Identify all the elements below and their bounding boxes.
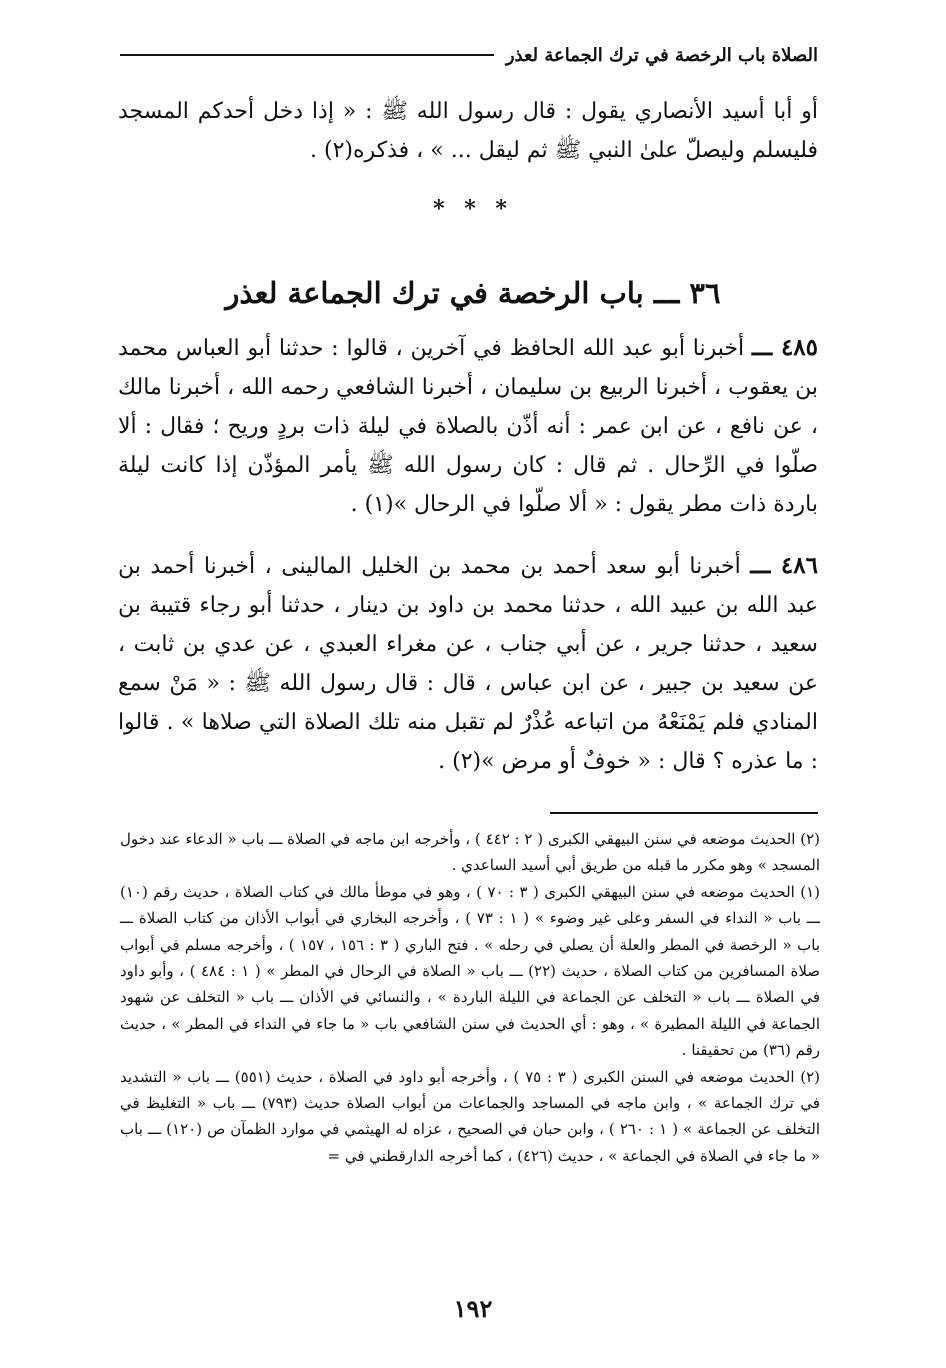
intro-paragraph: أو أبا أسيد الأنصاري يقول : قال رسول الله ﷺ : « إذا دخل أحدكم المسجد فليسلم وليصلّ علىٰ النبي ﷺ ثم ليقل ... » ، فذكره(٢) .: [118, 99, 818, 163]
hadith-486: [118, 546, 818, 781]
chapter-title: ٣٦ ـــ باب الرخصة في ترك الجماعة لعذر: [225, 276, 721, 310]
intro-paragraph-block: [118, 92, 818, 170]
section-separator: * * *: [433, 196, 513, 222]
hadith-text: أخبرنا أبو سعد أحمد بن محمد بن الخليل المالينى ، أخبرنا أحمد بن عبد الله بن عبيد الله ، حدثنا محمد بن داود بن دينار ، حدثنا أبو رجاء قتيبة بن سعيد ، حدثنا جرير ، عن أبي جناب ، عن مغراء العبدي ، عن عدي بن ثابت ، عن سعيد بن جبير ، عن ابن عباس ، قال : قال رسول الله ﷺ : « مَنْ سمع المنادي فلم يَمْنَعْهُ من اتباعه عُذْرٌ لم تقبل منه تلك الصلاة التي صلاها » . قالوا : ما عذره ؟ قال : « خوفٌ أو مرض »(٢) .: [118, 554, 818, 774]
running-title: الصلاة باب الرخصة في ترك الجماعة لعذر: [505, 44, 818, 66]
footnote: (١) الحديث موضعه في سنن البيهقي الكبرى ( ٣ : ٧٠ ) ، وهو في موطأ مالك في كتاب الصلاة ، حديث رقم (١٠) ـــ باب « النداء في السفر وعلى غير وضوء » ( ١ : ٧٣ ) ، وأخرجه البخاري في أبواب الأذان من كتاب الصلاة ـــ باب « الرخصة في المطر والعلة أن يصلي في رحله » . فتح الباري ( ٣ : ١٥٦ ، ١٥٧ ) ، وأخرجه مسلم في أبواب صلاة المسافرين من كتاب الصلاة ، حديث (٢٢) ـــ باب « الصلاة في الرحال في المطر » ( ١ : ٤٨٤ ) ، وأبو داود في الصلاة ـــ باب « التخلف عن الجماعة في الليلة الباردة » ، والنسائي في الأذان ـــ باب « التخلف عن شهود الجماعة في الليلة المطيرة » ، وهو : أي الحديث في سنن الشافعي باب « ما جاء في النداء في المطر » ، حديث رقم (٣٦) من تحقيقنا .: [120, 882, 821, 1060]
hadith-number: ٤٨٥ ـــ: [751, 334, 818, 361]
footnote-rule: [550, 812, 818, 814]
footnotes: [120, 826, 820, 1169]
hadith-485: [118, 328, 818, 524]
footnote: (٢) الحديث موضعه في السنن الكبرى ( ٣ : ٧٥ ) ، وأخرجه أبو داود في الصلاة ، حديث (٥٥١) ـــ باب « التشديد في ترك الجماعة » ، وابن ماجه في المساجد والجماعات من أبواب الصلاة حديث (٧٩٣) ـــ باب « التغليظ في التخلف عن الجماعة » ( ١ : ٢٦٠ ) ، وابن حبان في الصحيح ، عزاه له الهيثمي في موارد الظمآن ص (١٢٠) ـــ باب « ما جاء في الصلاة في الجماعة » ، حديث (٤٢٦) ، كما أخرجه الدارقطني في =: [120, 1067, 821, 1165]
hadith-text: أخبرنا أبو عبد الله الحافظ في آخرين ، قالوا : حدثنا أبو العباس محمد بن يعقوب ، أخبرنا الربيع بن سليمان ، أخبرنا الشافعي رحمه الله ، أخبرنا مالك ، عن نافع ، عن ابن عمر : أنه أذّن بالصلاة في ليلة ذات بردٍ وريح ؛ فقال : ألا صلّوا في الرِّحال . ثم قال : كان رسول الله ﷺ يأمر المؤذّن إذا كانت ليلة باردة ذات مطر يقول : « ألا صلّوا في الرحال »(١) .: [118, 336, 818, 517]
running-header: [120, 40, 818, 70]
hadith-paragraph: [118, 328, 818, 524]
page-number: ١٩٢: [453, 1294, 493, 1323]
hadith-paragraph: [118, 546, 818, 781]
header-rule: [120, 54, 494, 56]
hadith-number: ٤٨٦ ـــ: [750, 552, 818, 579]
footnote: (٢) الحديث موضعه في سنن البيهقي الكبرى ( ٢ : ٤٤٢ ) ، وأخرجه ابن ماجه في الصلاة ـــ باب « الدعاء عند دخول المسجد » وهو مكرر ما قبله من طريق أبي أسيد الساعدي .: [120, 830, 820, 875]
